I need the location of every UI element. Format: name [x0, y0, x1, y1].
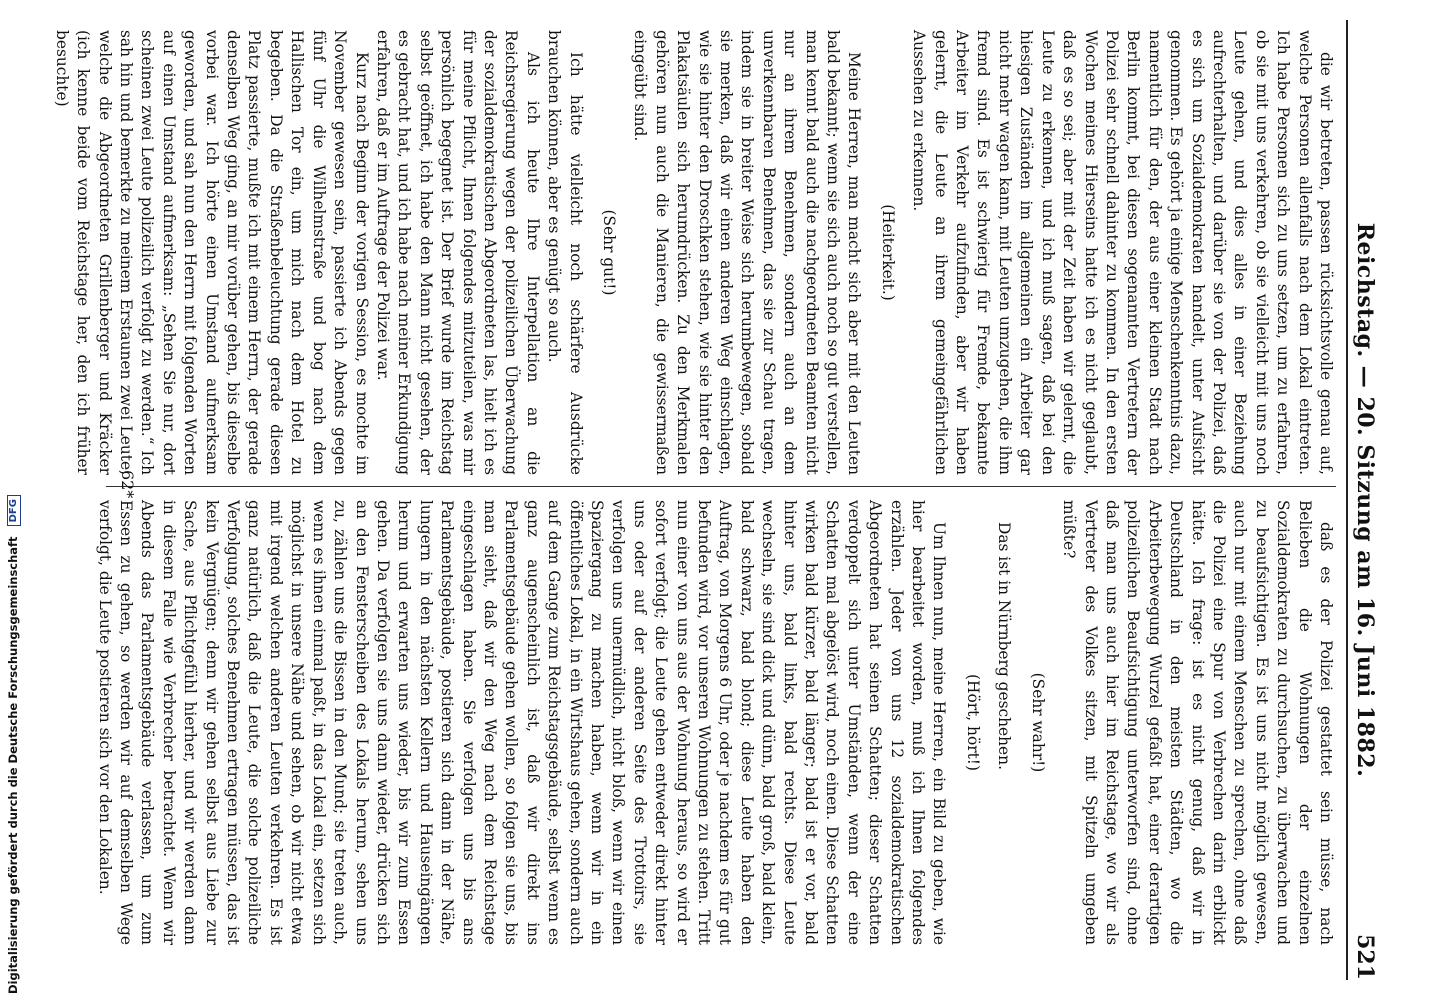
digitization-credit	[6, 499, 21, 994]
page-sheet	[52, 0, 1392, 1000]
digitization-footer	[0, 0, 26, 1000]
paragraph: Um Ihnen nun, meine Herren, ein Bild zu geben, wie hier bearbeitet worden, muß ich Ihnen folgendes erzählen. Jeder von uns 12 sozialdemokratischen Abgeordneten hat seinen Schatten; dieser Schatten verdoppelt sich unter Umständen, wenn der eine Schatten mal abgelöst wird, noch einen. Diese Schatten wirken bald kürzer, bald länger; bald ist er vor, bald hinter uns, bald links, bald rechts. Diese Leute wechseln, sie sind dick und dünn, bald groß, bald klein, bald schwarz, bald blond; diese Leute haben den Auftrag, von Morgens 6 Uhr, oder je nachdem es für gut befunden wird, vor unseren Wohnungen zu stehen. Tritt nun einer von uns aus der Wohnung heraus, so wird er sofort verfolgt; die Leute gehen entweder direkt hinter uns oder auf der anderen Seite des Trottoirs, sie verfolgen uns unermüdlich, nicht bloß, wenn wir einen Spaziergang zu machen haben, wenn wir in ein öffentliches Lokal, in ein Wirtshaus gehen, sondern auch auf dem Gange zum Reichstagsgebäude, selbst wenn es ganz augenscheinlich ist, daß wir direkt ins Parlamentsgebäude gehen wollen, so folgen sie uns, bis man sieht, daß wir den Weg nach dem Reichstage eingeschlagen haben. Sie verfolgen uns bis ans Parlamentsgebäude, postieren sich dann in der Nähe, lungern in den nächsten Kellern und Hauseingängen herum und erwarten uns wieder, bis wir zum Essen gehen. Da verfolgen sie uns dann wieder, drücken sich an den Fensterscheiben des Lokals herum, sehen uns zu, zählen uns die Bissen in den Mund; sie treten auch, wenn es ihnen einmal paßt, in das Lokal ein, setzen sich möglichst in unsere Nähe und sehen, ob wir nicht etwa mit irgend welchen anderen Leuten verkehren. Es ist ganz natürlich, daß die Leute, die solche polizeiliche Verfolgung, solches Benehmen ertragen müssen, das ist kein Vergnügen; denn wir gehen selbst aus Liebe zur Sache, aus Pflichtgefühl hierher, und wir werden dann in diesem Falle wie Verbrecher betrachtet. Wenn wir Abends das Parlamentsgebäude verlassen, um zum Essen zu gehen, so werden wir auf demselben Wege verfolgt, die Leute postieren sich vor den Lokalen.	[95, 500, 949, 945]
paragraph: Kurz nach Beginn der vorigen Session, es mochte im November gewesen sein, passierte ich Abends gegen fünf Uhr die Wilhelmstraße und bog nach dem Hallischen Tor ein, um mich nach dem Hotel zu begeben. Da die Straßenbeleuchtung gerade diesen Platz passierte, mußte ich mit einem Herrn, der gerade denselben Weg ging, an mir vorüber gehen, bis dieselbe vorbei war. Ich hörte einen Umstand aufmerksam geworden, und sah nun den Herrn mit folgenden Worten auf einen Umstand aufmerksam: „Sehen Sie nur, dort scheinen zwei Leute polizeilich verfolgt zu werden.“ Ich sah hin und bemerkte zu meinem Erstaunen zwei Leute, welche die Abgeordneten Grillenberger und Kräcker (ich kenne beide vom Reichstage her, den ich früher besuchte)	[52, 30, 371, 475]
page-number: 521	[1352, 934, 1378, 980]
paragraph: Meine Herren, man macht sich aber mit den Leuten bald bekannt; wenn sie sich auch noch so gut verstellen, man kennt bald auch die nachgeordneten Beamten nicht nur an ihrem Benehmen, sondern auch an dem unverkennbaren Benehmen, das sie zur Schau tragen, indem sie in breiter Weise sich herumbewegen, sobald sie merken, daß wir einen anderen Weg einschlagen, wie sie hinter den Droschken stehen, wie sie hinter den Plakatsäulen sich herumdrücken. Zu den Merkmalen gehören nun auch die Manieren, die gewissermaßen eingeübt sind.	[631, 30, 864, 475]
applause-note: (Hört, hört!)	[963, 674, 982, 771]
text-column-left	[52, 30, 1336, 475]
applause-note: (Heiterkeit.)	[878, 204, 897, 301]
credit-text: Digitalisierung gefördert durch die Deutsche Forschungsgemeinschaft	[6, 536, 20, 994]
applause-note: (Sehr wahr!)	[1028, 672, 1047, 773]
applause-note: (Sehr gut!)	[600, 209, 618, 296]
paragraph: Das ist in Nürnberg geschehen.	[995, 522, 1014, 770]
paragraph: Ich hätte vielleicht noch schärfere Ausdrücke brauchen können, aber es genügt so auch.	[545, 30, 585, 475]
paragraph: die wir betreten, passen rücksichtsvolle genau auf, welche Personen allenfalls nach dem Lokal eintreten. Ich habe Personen sich zu uns setzen, um zu erfahren, ob sie mit uns verkehren, ob sie vielleicht mit uns noch Leute gehen, und dies alles in einer Beziehung aufrechterhalten, und darüber sie von der Polizei, daß es sich um Sozialdemokraten handelt, unter Aufsicht genommen. Es gehört ja einige Menschenkenntnis dazu, namentlich für den, der aus einer kleinen Stadt nach Berlin kommt, bei diesen sogenannten Vertretern der Polizei sehr schnell dahinter zu kommen. In den ersten Wochen meines Hierseins hatte ich es nicht geglaubt, daß es so sei; aber mit der Zeit haben wir gelernt, die Leute zu erkennen, und ich muß sagen, daß bei den hiesigen Zuständen im allgemeinen ein Arbeiter gar nicht mehr wagen kann, mit Leuten umzugehen, die ihm fremd sind. Es ist schwierig für Fremde, bekannte Arbeiter im Verkehr aufzufinden, aber wir haben gelernt, die Leute an ihrem gemeingefährlichen Aussehen zu erkennen.	[910, 30, 1335, 475]
dfg-logo-icon: DFG	[7, 495, 21, 526]
running-head	[1350, 20, 1378, 980]
text-column-right	[95, 500, 1336, 945]
column-divider	[106, 486, 1336, 487]
paragraph: Als ich heute Ihre Interpellation an die Reichsregierung wegen der polizeilichen Überwachung der sozialdemokratischen Abgeordneten las, hielt ich es für meine Pflicht, Ihnen folgendes mitzuteilen, was mir persönlich begegnet ist. Der Brief wurde im Reichstag selbst geöffnet, ich habe den Mann nicht gesehen, der es gebracht hat, und ich habe nach meiner Erkundigung erfahren, daß er im Auftrage der Polizei war.	[373, 30, 542, 475]
header-rule	[1346, 20, 1348, 980]
signature-mark: 62*	[118, 470, 137, 499]
running-head-title: Reichstag. — 20. Sitzung am 16. Juni 1882.	[1352, 222, 1378, 778]
paragraph: daß es der Polizei gestattet sein müsse, nach Belieben die Wohnungen der einzelnen Sozialdemokraten zu durchsuchen, zu überwachen und zu beaufsichtigen. Es ist uns nicht möglich gewesen, auch nur mit einem Menschen zu sprechen, ohne daß die Polizei eine Spur von Verbrechen darin erblickt hätte. Ich frage: ist es nicht genug, daß wir in Deutschland in den meisten Städten, wo die Arbeiterbewegung Wurzel gefaßt hat, einer derartigen polizeilichen Beaufsichtigung unterworfen sind, ohne daß man uns auch hier im Reichstage, wo wir als Vertreter des Volkes sitzen, mit Spitzeln umgeben müßte?	[1060, 500, 1335, 945]
